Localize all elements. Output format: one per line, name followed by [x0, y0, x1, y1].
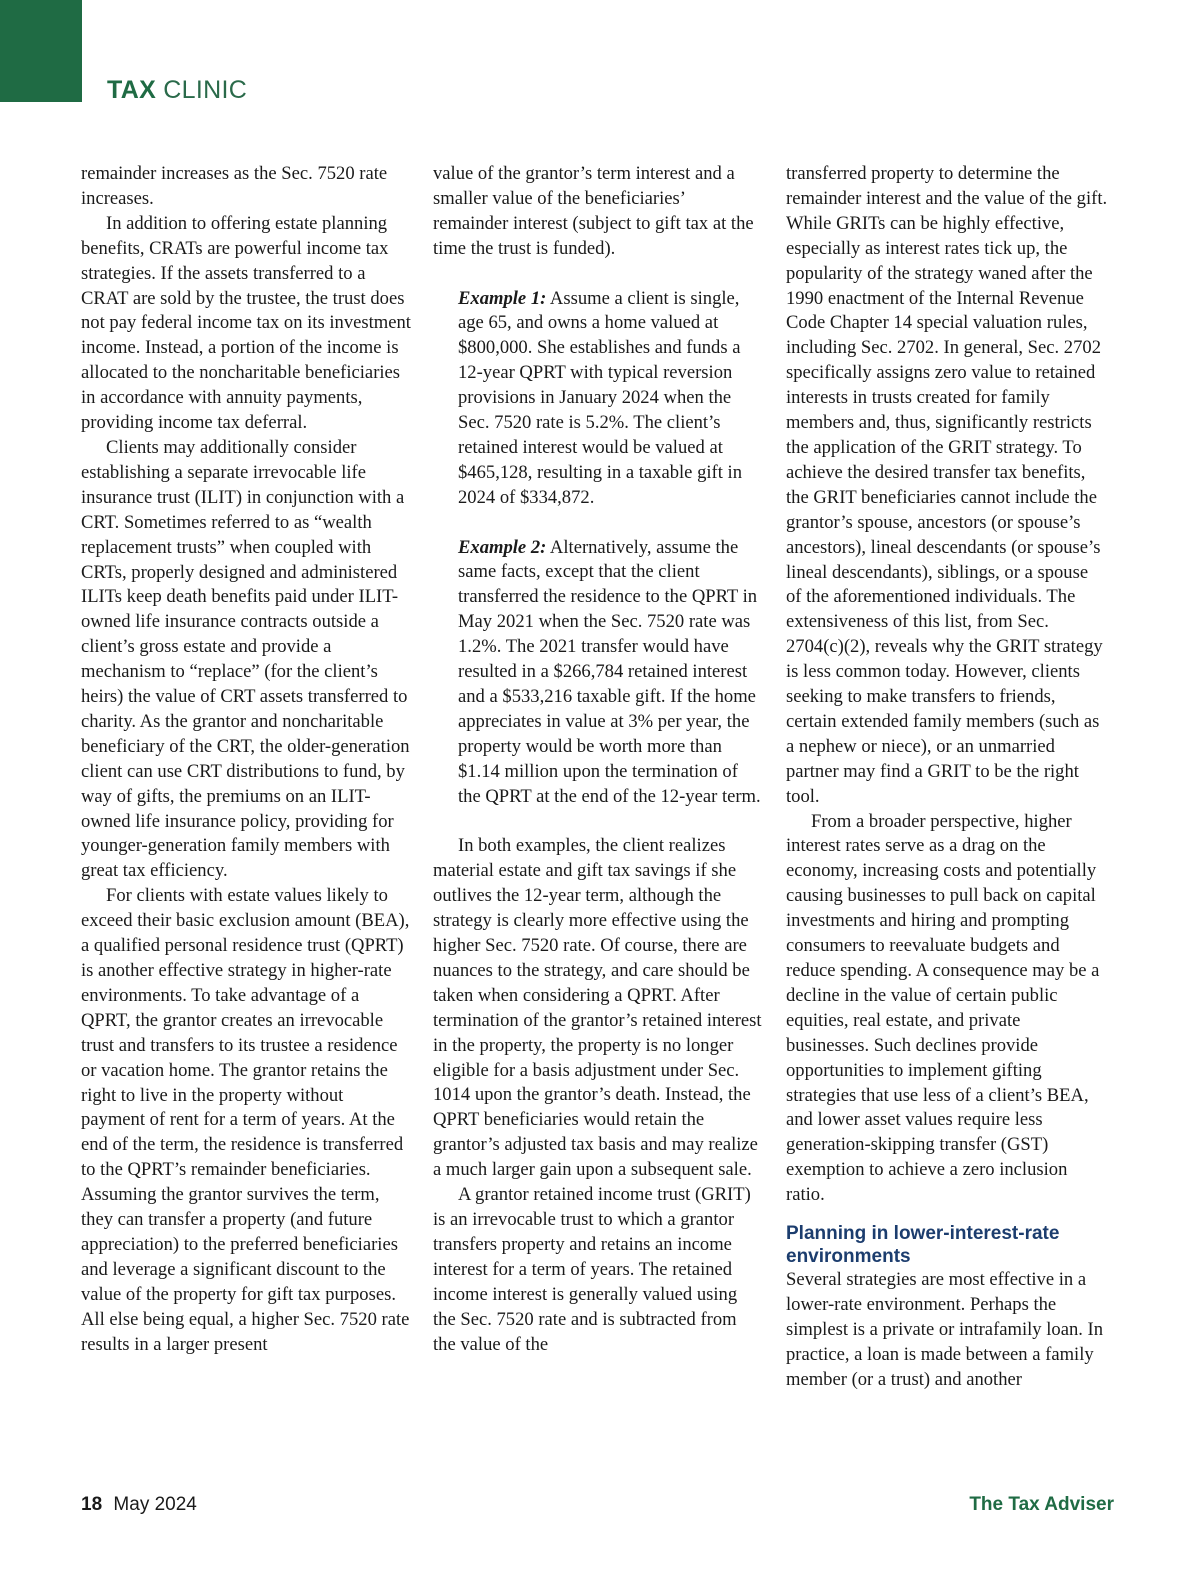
paragraph: Clients may additionally consider establishing a separate irrevocable life insurance trust (ILIT) in conjunction with a CRT. Sometimes referred to as “wealth replacement trusts” when coupled with CRTs, properly designed and administered ILITs keep death benefits paid under ILIT-owned life insurance contracts outside a client’s gross estate and provide a mechanism to “replace” (for the client’s heirs) the value of CRT assets transferred to charity. As the grantor and noncharitable beneficiary of the CRT, the older-generation client can use CRT distributions to fund, by way of gifts, the premiums on an ILIT-owned life insurance policy, providing for younger-generation family members with great tax efficiency. [81, 436, 410, 882]
publication-name: The Tax Adviser [969, 1494, 1114, 1515]
example-2-text: Alternatively, assume the same facts, except that the client transferred the residence to the QPRT in May 2021 when the Sec. 7520 rate was 1.2%. The 2021 transfer would have resulted in a $266,784 retained interest and a $533,216 taxable gift. If the home appreciates in value at 3% per year, the property would be worth more than $1.14 million upon the termination of the QPRT at the end of the 12-year term. [458, 536, 761, 807]
column-1 [81, 162, 411, 1358]
footer-page-info [81, 1494, 197, 1516]
paragraph: A grantor retained income trust (GRIT) is an irrevocable trust to which a grantor transfers property and retains an income interest for a term of years. The retained income interest is generally valued using the Sec. 7520 rate and is subtracted from the value of the [433, 1184, 751, 1355]
paragraph: transferred property to determine the remainder interest and the value of the gift. While GRITs can be highly effective, especially as interest rates tick up, the popularity of the strategy waned after the 1990 enactment of the Internal Revenue Code Chapter 14 special valuation rules, including Sec. 2702. In general, Sec. 2702 specifically assigns zero value to retained interests in trusts created for family members and, thus, significantly restricts the application of the GRIT strategy. To achieve the desired transfer tax benefits, the GRIT beneficiaries cannot include the grantor’s spouse, ancestors (or spouse’s ancestors), lineal descendants (or spouse’s lineal descendants), siblings, or a spouse of the aforementioned individuals. The extensiveness of this list, from Sec. 2704(c)(2), reveals why the GRIT strategy is less common today. However, clients seeking to make transfers to friends, certain extended family members (such as a nephew or niece), or an unmarried partner may find a GRIT to be the right tool. [786, 163, 1108, 807]
header-accent-block [0, 0, 82, 102]
paragraph: From a broader perspective, higher interest rates serve as a drag on the economy, increasing costs and potentially causing businesses to pull back on capital investments and hiring and prompting consumers to reevaluate budgets and reduce spending. A consequence may be a decline in the value of certain public equities, real estate, and private businesses. Such declines provide opportunities to implement gifting strategies that use less of a client’s BEA, and lower asset values require less generation-skipping transfer (GST) exemption to achieve a zero inclusion ratio. [786, 810, 1100, 1206]
section-title-bold: TAX [107, 76, 157, 104]
paragraph: remainder increases as the Sec. 7520 rate increases. [81, 163, 388, 209]
example-2 [433, 536, 763, 810]
example-2-label: Example 2: [458, 536, 547, 558]
example-1 [433, 287, 763, 511]
paragraph: value of the grantor’s term interest and a smaller value of the beneficiaries’ remainder interest (subject to gift tax at the time the trust is funded). [433, 163, 754, 259]
paragraph: For clients with estate values likely to exceed their basic exclusion amount (BEA), a qualified personal residence trust (QPRT) is another effective strategy in higher-rate environments. To take advantage of a QPRT, the grantor creates an irrevocable trust and transfers to its trustee a residence or vacation home. The grantor retains the right to live in the property without payment of rent for a term of years. At the end of the term, the residence is transferred to the QPRT’s remainder beneficiaries. Assuming the grantor survives the term, they can transfer a property (and future appreciation) to the preferred beneficiaries and leverage a significant discount to the value of the property for gift tax purposes. All else being equal, a higher Sec. 7520 rate results in a larger present [81, 885, 410, 1355]
column-2 [433, 162, 763, 1357]
column-3 [786, 162, 1108, 1393]
section-heading: Planning in lower-interest-rate environments [786, 1223, 1060, 1268]
paragraph: Several strategies are most effective in a lower-rate environment. Perhaps the simplest is a private or intrafamily loan. In practice, a loan is made between a family member (or a trust) and another [786, 1269, 1104, 1390]
paragraph: In both examples, the client realizes material estate and gift tax savings if she outlives the 12-year term, although the strategy is clearly more effective using the higher Sec. 7520 rate. Of course, there are nuances to the strategy, and care should be taken when considering a QPRT. After termination of the grantor’s retained interest in the property, the property is no longer eligible for a basis adjustment under Sec. 1014 upon the grantor’s death. Instead, the QPRT beneficiaries would retain the grantor’s adjusted tax basis and may realize a much larger gain upon a subsequent sale. [433, 835, 762, 1181]
issue-date: May 2024 [113, 1494, 197, 1515]
section-title-light: CLINIC [163, 76, 248, 104]
paragraph: In addition to offering estate planning benefits, CRATs are powerful income tax strategies. If the assets transferred to a CRAT are sold by the trustee, the trust does not pay federal income tax on its investment income. Instead, a portion of the income is allocated to the noncharitable beneficiaries in accordance with annuity payments, providing income tax deferral. [81, 212, 411, 434]
page-number: 18 [81, 1494, 103, 1515]
example-1-text: Assume a client is single, age 65, and owns a home valued at $800,000. She establishes and funds a 12-year QPRT with typical reversion provisions in January 2024 when the Sec. 7520 rate is 5.2%. The client’s retained interest would be valued at $465,128, resulting in a taxable gift in 2024 of $334,872. [458, 287, 743, 508]
example-1-label: Example 1: [458, 287, 547, 309]
section-title [107, 76, 247, 105]
